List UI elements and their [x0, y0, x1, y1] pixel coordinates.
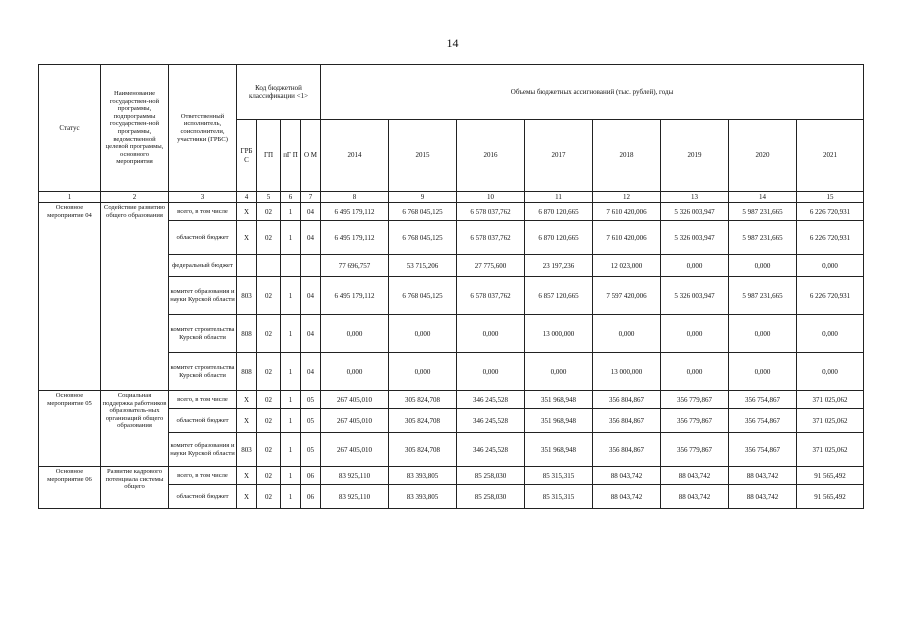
value-cell: 13 000,000	[525, 315, 593, 353]
value-cell: 346 245,528	[457, 391, 525, 409]
header-kbk: Код бюджетной классификации <1>	[237, 65, 321, 120]
pgp-cell: 1	[281, 485, 301, 509]
value-cell: 0,000	[457, 353, 525, 391]
col-number: 4	[237, 192, 257, 203]
value-cell: 6 870 120,665	[525, 203, 593, 221]
table-row	[39, 203, 864, 221]
value-cell: 0,000	[661, 315, 729, 353]
gp-cell: 02	[257, 315, 281, 353]
value-cell: 85 258,030	[457, 485, 525, 509]
value-cell: 7 597 420,006	[593, 277, 661, 315]
value-cell: 6 578 037,762	[457, 277, 525, 315]
col-number: 3	[169, 192, 237, 203]
value-cell: 371 025,062	[797, 409, 864, 433]
col-number: 2	[101, 192, 169, 203]
table-body	[39, 203, 864, 509]
value-cell: 13 000,000	[593, 353, 661, 391]
value-cell: 83 925,110	[321, 467, 389, 485]
pgp-cell	[281, 255, 301, 277]
col-number: 7	[301, 192, 321, 203]
value-cell: 0,000	[321, 353, 389, 391]
executor-cell: всего, в том числе	[169, 467, 237, 485]
pgp-cell: 1	[281, 353, 301, 391]
value-cell: 88 043,742	[729, 485, 797, 509]
value-cell: 371 025,062	[797, 433, 864, 467]
value-cell: 88 043,742	[593, 467, 661, 485]
col-number: 13	[661, 192, 729, 203]
executor-cell: комитет строительства Курской области	[169, 353, 237, 391]
value-cell: 83 393,805	[389, 467, 457, 485]
value-cell: 6 495 179,112	[321, 277, 389, 315]
value-cell: 53 715,206	[389, 255, 457, 277]
header-year: 2016	[457, 120, 525, 192]
value-cell: 351 968,948	[525, 433, 593, 467]
header-gp: ГП	[257, 120, 281, 192]
value-cell: 0,000	[525, 353, 593, 391]
value-cell: 0,000	[593, 315, 661, 353]
executor-cell: областной бюджет	[169, 221, 237, 255]
col-number: 6	[281, 192, 301, 203]
page-number: 14	[446, 36, 459, 50]
value-cell: 6 578 037,762	[457, 221, 525, 255]
col-number: 8	[321, 192, 389, 203]
value-cell: 305 824,708	[389, 391, 457, 409]
value-cell: 91 565,492	[797, 485, 864, 509]
value-cell: 6 226 720,931	[797, 221, 864, 255]
value-cell: 23 197,236	[525, 255, 593, 277]
grbs-cell: X	[237, 409, 257, 433]
grbs-cell: 808	[237, 315, 257, 353]
value-cell: 6 226 720,931	[797, 203, 864, 221]
om-cell: 04	[301, 277, 321, 315]
budget-table	[38, 64, 864, 509]
value-cell: 6 857 120,665	[525, 277, 593, 315]
value-cell: 0,000	[729, 315, 797, 353]
pgp-cell: 1	[281, 433, 301, 467]
header-volumes: Объемы бюджетных ассигнований (тыс. рублей), годы	[321, 65, 864, 120]
grbs-cell: 808	[237, 353, 257, 391]
value-cell: 6 578 037,762	[457, 203, 525, 221]
value-cell: 5 987 231,665	[729, 203, 797, 221]
executor-cell: областной бюджет	[169, 409, 237, 433]
value-cell: 371 025,062	[797, 391, 864, 409]
gp-cell: 02	[257, 467, 281, 485]
header-year: 2018	[593, 120, 661, 192]
executor-cell: комитет строительства Курской области	[169, 315, 237, 353]
value-cell: 267 405,010	[321, 409, 389, 433]
name-cell: Содействие развитию общего образования	[101, 203, 169, 391]
value-cell: 356 754,867	[729, 391, 797, 409]
header-status: Статус	[39, 65, 101, 192]
grbs-cell	[237, 255, 257, 277]
gp-cell: 02	[257, 221, 281, 255]
om-cell: 05	[301, 433, 321, 467]
value-cell: 85 315,315	[525, 485, 593, 509]
pgp-cell: 1	[281, 203, 301, 221]
om-cell: 04	[301, 315, 321, 353]
header-year: 2017	[525, 120, 593, 192]
value-cell: 0,000	[729, 255, 797, 277]
om-cell: 04	[301, 203, 321, 221]
value-cell: 6 768 045,125	[389, 277, 457, 315]
col-number: 1	[39, 192, 101, 203]
grbs-cell: X	[237, 467, 257, 485]
executor-cell: федеральный бюджет	[169, 255, 237, 277]
grbs-cell: X	[237, 391, 257, 409]
header-executor: Ответственный исполнитель, соисполнители, участники (ГРБС)	[169, 65, 237, 192]
om-cell: 05	[301, 409, 321, 433]
executor-cell: областной бюджет	[169, 485, 237, 509]
value-cell: 88 043,742	[729, 467, 797, 485]
value-cell: 351 968,948	[525, 409, 593, 433]
gp-cell: 02	[257, 433, 281, 467]
value-cell: 0,000	[457, 315, 525, 353]
col-number: 15	[797, 192, 864, 203]
value-cell: 346 245,528	[457, 433, 525, 467]
value-cell: 83 925,110	[321, 485, 389, 509]
value-cell: 305 824,708	[389, 409, 457, 433]
gp-cell: 02	[257, 391, 281, 409]
om-cell: 06	[301, 485, 321, 509]
gp-cell: 02	[257, 353, 281, 391]
pgp-cell: 1	[281, 221, 301, 255]
value-cell: 83 393,805	[389, 485, 457, 509]
value-cell: 77 696,757	[321, 255, 389, 277]
value-cell: 356 754,867	[729, 409, 797, 433]
status-cell: Основное мероприятие 06	[39, 467, 101, 509]
col-number: 12	[593, 192, 661, 203]
table-row	[39, 391, 864, 409]
value-cell: 88 043,742	[661, 485, 729, 509]
gp-cell: 02	[257, 277, 281, 315]
pgp-cell: 1	[281, 315, 301, 353]
col-number: 5	[257, 192, 281, 203]
value-cell: 27 775,600	[457, 255, 525, 277]
value-cell: 305 824,708	[389, 433, 457, 467]
om-cell: 04	[301, 353, 321, 391]
value-cell: 5 326 003,947	[661, 221, 729, 255]
gp-cell: 02	[257, 485, 281, 509]
value-cell: 0,000	[797, 255, 864, 277]
executor-cell: всего, в том числе	[169, 391, 237, 409]
header-year: 2015	[389, 120, 457, 192]
name-cell: Социальная поддержка работников образователь-ных организаций общего образования	[101, 391, 169, 467]
pgp-cell: 1	[281, 391, 301, 409]
col-number: 9	[389, 192, 457, 203]
header-year: 2019	[661, 120, 729, 192]
value-cell: 0,000	[797, 315, 864, 353]
value-cell: 356 779,867	[661, 409, 729, 433]
value-cell: 356 779,867	[661, 433, 729, 467]
value-cell: 12 023,000	[593, 255, 661, 277]
value-cell: 5 326 003,947	[661, 277, 729, 315]
value-cell: 6 226 720,931	[797, 277, 864, 315]
value-cell: 0,000	[321, 315, 389, 353]
value-cell: 0,000	[729, 353, 797, 391]
value-cell: 6 495 179,112	[321, 203, 389, 221]
value-cell: 91 565,492	[797, 467, 864, 485]
header-year: 2020	[729, 120, 797, 192]
value-cell: 85 258,030	[457, 467, 525, 485]
gp-cell: 02	[257, 203, 281, 221]
value-cell: 0,000	[661, 255, 729, 277]
value-cell: 7 610 420,006	[593, 221, 661, 255]
col-number: 10	[457, 192, 525, 203]
value-cell: 0,000	[389, 315, 457, 353]
gp-cell: 02	[257, 409, 281, 433]
om-cell: 06	[301, 467, 321, 485]
value-cell: 6 870 120,665	[525, 221, 593, 255]
executor-cell: комитет образования и науки Курской области	[169, 277, 237, 315]
value-cell: 88 043,742	[593, 485, 661, 509]
status-cell: Основное мероприятие 05	[39, 391, 101, 467]
value-cell: 85 315,315	[525, 467, 593, 485]
value-cell: 0,000	[797, 353, 864, 391]
header-year: 2021	[797, 120, 864, 192]
om-cell: 04	[301, 221, 321, 255]
executor-cell: комитет образования и науки Курской области	[169, 433, 237, 467]
grbs-cell: X	[237, 485, 257, 509]
header-name: Наименование государствен-ной программы, подпрограммы государствен-ной программы, ведомственной целевой программы, основного мероприятия	[101, 65, 169, 192]
header-pgp: пГ П	[281, 120, 301, 192]
grbs-cell: X	[237, 203, 257, 221]
value-cell: 5 987 231,665	[729, 221, 797, 255]
value-cell: 5 987 231,665	[729, 277, 797, 315]
value-cell: 356 804,867	[593, 409, 661, 433]
value-cell: 267 405,010	[321, 391, 389, 409]
value-cell: 356 754,867	[729, 433, 797, 467]
value-cell: 351 968,948	[525, 391, 593, 409]
col-number: 14	[729, 192, 797, 203]
pgp-cell: 1	[281, 467, 301, 485]
value-cell: 5 326 003,947	[661, 203, 729, 221]
gp-cell	[257, 255, 281, 277]
header-om: О М	[301, 120, 321, 192]
col-number: 11	[525, 192, 593, 203]
value-cell: 6 495 179,112	[321, 221, 389, 255]
header-year: 2014	[321, 120, 389, 192]
header-grbs: ГРБ С	[237, 120, 257, 192]
value-cell: 6 768 045,125	[389, 203, 457, 221]
pgp-cell: 1	[281, 277, 301, 315]
pgp-cell: 1	[281, 409, 301, 433]
grbs-cell: 803	[237, 277, 257, 315]
value-cell: 267 405,010	[321, 433, 389, 467]
value-cell: 7 610 420,006	[593, 203, 661, 221]
value-cell: 356 804,867	[593, 433, 661, 467]
value-cell: 346 245,528	[457, 409, 525, 433]
executor-cell: всего, в том числе	[169, 203, 237, 221]
status-cell: Основное мероприятие 04	[39, 203, 101, 391]
om-cell	[301, 255, 321, 277]
column-number-row	[39, 192, 864, 203]
grbs-cell: X	[237, 221, 257, 255]
value-cell: 6 768 045,125	[389, 221, 457, 255]
value-cell: 356 804,867	[593, 391, 661, 409]
om-cell: 05	[301, 391, 321, 409]
name-cell: Развитие кадрового потенциала системы общего	[101, 467, 169, 509]
value-cell: 356 779,867	[661, 391, 729, 409]
table-row	[39, 467, 864, 485]
value-cell: 88 043,742	[661, 467, 729, 485]
value-cell: 0,000	[389, 353, 457, 391]
value-cell: 0,000	[661, 353, 729, 391]
grbs-cell: 803	[237, 433, 257, 467]
